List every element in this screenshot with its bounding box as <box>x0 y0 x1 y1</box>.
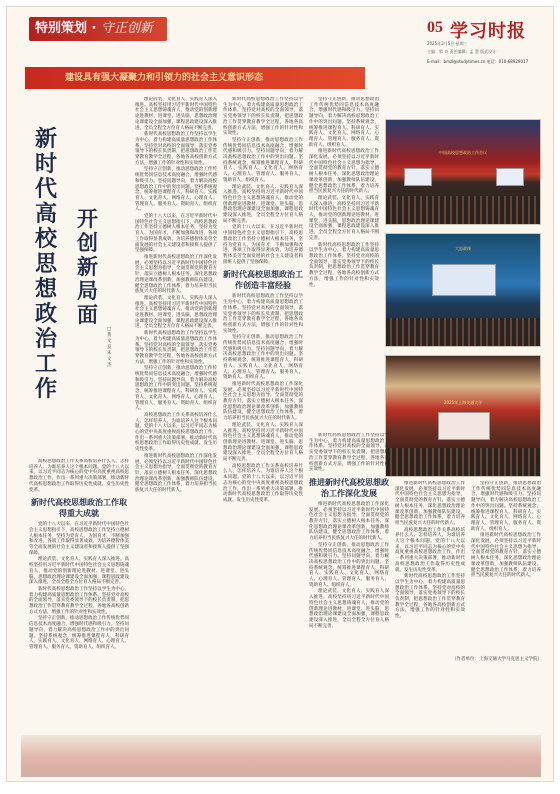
dateline: 2025年3月5日 星期三 <box>427 41 468 46</box>
page-number: 05 <box>427 19 443 36</box>
paragraph: 推进新时代高校思想政治工作深化发展，必须坚持以习近平新时代中国特色社会主义思想为指导，全面贯彻党的教育方针，落实立德树人根本任务，深化思想政治理论课改革创新，加强教师队伍建设，健全思想政治工作体系，着力培养担当民族复兴大任的时代新人。 <box>135 254 217 295</box>
main-screen <box>432 264 496 296</box>
paragraph: 新时代高校思想政治工作坚持以学生为中心，着力构建高质量思想政治工作体系。坚持党对高校的全面领导，落实党委领导下的校长负责制，把思想政治工作贯穿教育教学全过程，各地各高校创新方式方法，增强工作的针对性和实效性。 <box>135 331 217 365</box>
section-tag <box>29 17 167 41</box>
paragraph: 新时代高校思想政治工作坚持以学生为中心，着力构建高质量思想政治工作体系。坚持党对高校的全面领导，落实党委领导下的校长负责制，把思想政治工作贯穿教育教学全过程，各地各高校创新方式方法，增强工作的针对性和实效性。 <box>223 97 303 137</box>
author-affiliation: （作者单位：上海交通大学马克思主义学院） <box>452 657 542 662</box>
article-column-3 <box>223 97 303 777</box>
section-tag-main: 特别策划 <box>35 21 88 36</box>
article-column-4 <box>309 97 379 427</box>
section-tag-sep: · <box>87 21 102 36</box>
audience-seats <box>386 196 540 224</box>
paragraph: 新时代高校思想政治工作坚持以学生为中心，着力构建高质量思想政治工作体系。坚持党对高校的全面领导，落实党委领导下的校长负责制，把思想政治工作贯穿教育教学全过程，各地各高校创新方式方法，增强工作的针对性和实效性。 <box>29 586 129 615</box>
paragraph: 新时代高校思想政治工作坚持以学生为中心，着力构建高质量思想政治工作体系。坚持党对高校的全面领导，落实党委领导下的校长负责制，把思想政治工作贯穿教育教学全过程，各地各高校创新方式方法，增强工作的针对性和实效性。 <box>309 433 389 473</box>
paragraph: 坚持守正创新，推动思想政治工作传统优势同信息技术高度融合，增强时代感和吸引力。坚持问题导向，着力解决高校思想政治工作中的突出问题。坚持系统观念，统筹推进课程育人、科研育人、实践育人、文化育人、网络育人、心理育人、管理育人、服务育人、资助育人、组织育人。 <box>135 167 217 213</box>
article-column-7 <box>471 481 541 653</box>
photo-banner-2: 大思政课 <box>455 246 471 251</box>
conference-photo-3 <box>385 355 541 477</box>
article-column-2 <box>135 97 217 777</box>
paragraph: 推进新时代高校思想政治工作深化发展，必须坚持以习近平新时代中国特色社会主义思想为指导，全面贯彻党的教育方针，落实立德树人根本任务，深化思想政治理论课改革创新，加强教师队伍建设，健全思想政治工作体系，着力培养担当民族复兴大任的时代新人。 <box>395 481 465 526</box>
conference-photo-2 <box>385 233 541 347</box>
paragraph: 理论武装、文化育人、实践育人深入推进。高校坚持用习近平新时代中国特色社会主义思想铸魂育人，推动党的创新理论进教材、进课堂、进头脑，思想政治理论课建设全面加强，课程思政建设深入推进，全员全程全方位育人格局不断完善。 <box>223 184 303 224</box>
paragraph: 推进新时代高校思想政治工作深化发展，必须坚持以习近平新时代中国特色社会主义思想为指导，全面贯彻党的教育方针，落实立德树人根本任务，深化思想政治理论课改革创新，加强教师队伍建设，健全思想政治工作体系，着力培养担当民族复兴大任的时代新人。 <box>135 453 217 494</box>
byline: □ 黄文良 朱文杰 <box>107 327 112 368</box>
paragraph: 推进新时代高校思想政治工作深化发展，必须坚持以习近平新时代中国特色社会主义思想为指导，全面贯彻党的教育方针，落实立德树人根本任务，深化思想政治理论课改革创新，加强教师队伍建设，健全思想政治工作体系，着力培养担当民族复兴大任的时代新人。 <box>309 149 379 195</box>
paragraph: 理论武装、文化育人、实践育人深入推进。高校坚持用习近平新时代中国特色社会主义思想铸魂育人，推动党的创新理论进教材、进课堂、进头脑，思想政治理论课建设全面加强，课程思政建设深入推进，全员全程全方位育人格局不断完善。 <box>135 295 217 330</box>
paragraph: 理论武装、文化育人、实践育人深入推进。高校坚持用习近平新时代中国特色社会主义思想铸魂育人，推动党的创新理论进教材、进课堂、进头脑，思想政治理论课建设全面加强，课程思政建设深入推进，全员全程全方位育人格局不断完善。 <box>135 97 217 131</box>
topic-banner: 建设具有强大凝聚力和引领力的社会主义意识形态 <box>25 67 365 89</box>
paragraph: 党的十八大以来，在习近平新时代中国特色社会主义思想指引下，高校思想政治工作坚持立德树人根本任务，坚持为党育人、为国育才，不断加强和改进，各项工作取得显著成效，为培养德智体美劳全面发展的社会主义建设者和接班人提供了坚强保障。 <box>135 214 217 254</box>
masthead <box>7 7 553 64</box>
section-tag-sub: 守正创新 <box>101 21 154 36</box>
photo-banner-1: 中国高校思想政治工作会议 <box>439 150 487 155</box>
footer-building-watermark <box>21 735 541 777</box>
paragraph: 理论武装、文化育人、实践育人深入推进。高校坚持用习近平新时代中国特色社会主义思想铸魂育人，推动党的创新理论进教材、进课堂、进头脑，思想政治理论课建设全面加强，课程思政建设深入推进，全员全程全方位育人格局不断完善。 <box>223 422 303 463</box>
paragraph: 坚持守正创新，推动思想政治工作传统优势同信息技术高度融合，增强时代感和吸引力。坚持问题导向，着力解决高校思想政治工作中的突出问题。坚持系统观念，统筹推进课程育人、科研育人、实践育人、文化育人、网络育人、心理育人、管理育人、服务育人、资助育人、组织育人。 <box>309 542 389 588</box>
paragraph: 坚持守正创新，推动思想政治工作传统优势同信息技术高度融合，增强时代感和吸引力。坚持问题导向，着力解决高校思想政治工作中的突出问题。坚持系统观念，统筹推进课程育人、科研育人、实践育人、文化育人、网络育人、心理育人、管理育人、服务育人、资助育人、组织育人。 <box>29 616 129 650</box>
paragraph: 党的十八大以来，在习近平新时代中国特色社会主义思想指引下，高校思想政治工作坚持立德树人根本任务，坚持为党育人、为国育才，不断加强和改进，各项工作取得显著成效，为培养德智体美劳全面发展的社会主义建设者和接班人提供了坚强保障。 <box>29 522 129 556</box>
screen-right <box>496 168 524 186</box>
contact-info: E-mail：bmzl@studytimes.cn 电话：010-68929017 <box>427 59 529 64</box>
paragraph: 坚持守正创新，推动思想政治工作传统优势同信息技术高度融合，增强时代感和吸引力。坚持问题导向，着力解决高校思想政治工作中的突出问题。坚持系统观念，统筹推进课程育人、科研育人、实践育人、文化育人、网络育人、心理育人、管理育人、服务育人、资助育人、组织育人。 <box>309 97 379 148</box>
photo-banner-3: 2025年上海交通大学 <box>443 400 483 405</box>
paragraph: 新时代高校思想政治工作坚持以学生为中心，着力构建高质量思想政治工作体系。坚持党对高校的全面领导，落实党委领导下的校长负责制，把思想政治工作贯穿教育教学全过程，各地各高校创新方式方法，增强工作的针对性和实效性。 <box>395 574 465 620</box>
stage-screen <box>438 412 490 440</box>
section-heading-2: 新时代高校思想政治工作创造丰富经验 <box>223 270 303 291</box>
screen-left <box>404 168 432 186</box>
paragraph: 党的十八大以来，在习近平新时代中国特色社会主义思想指引下，高校思想政治工作坚持立德树人根本任务，坚持为党育人、为国育才，不断加强和改进，各项工作取得显著成效，为培养德智体美劳全面发展的社会主义建设者和接班人提供了坚强保障。 <box>223 225 303 265</box>
paragraph: 新时代高校思想政治工作坚持以学生为中心，着力构建高质量思想政治工作体系。坚持党对高校的全面领导，落实党委领导下的校长负责制，把思想政治工作贯穿教育教学全过程，各地各高校创新方式方法，增强工作的针对性和实效性。 <box>309 242 379 288</box>
paragraph: 理论武装、文化育人、实践育人深入推进。高校坚持用习近平新时代中国特色社会主义思想铸魂育人，推动党的创新理论进教材、进课堂、进头脑，思想政治理论课建设全面加强，课程思政建设深入推进，全员全程全方位育人格局不断完善。 <box>309 195 379 241</box>
section-heading-1: 新时代高校思想政治工作取得重大成就 <box>31 498 127 519</box>
paragraph: 高校思想政治工作关系高校培养什么人、怎样培养人、为谁培养人这个根本问题。党的十八大以来，以习近平同志为核心的党中央高度重视高校思想政治工作，作出一系列重大决策部署，推动新时代高校思想政治工作取得历史性成就、发生历史性变革。 <box>395 527 465 573</box>
conference-photo-1 <box>385 119 541 225</box>
section-heading-3: 推进新时代高校思想政治工作深化发展 <box>309 477 389 498</box>
paragraph: 理论武装、文化育人、实践育人深入推进。高校坚持用习近平新时代中国特色社会主义思想铸魂育人，推动党的创新理论进教材、进课堂、进头脑，思想政治理论课建设全面加强，课程思政建设深入推进，全员全程全方位育人格局不断完善。 <box>309 589 389 629</box>
paragraph: 坚持守正创新，推动思想政治工作传统优势同信息技术高度融合，增强时代感和吸引力。坚持问题导向，着力解决高校思想政治工作中的突出问题。坚持系统观念，统筹推进课程育人、科研育人、实践育人、文化育人、网络育人、心理育人、管理育人、服务育人、资助育人、组织育人。 <box>223 335 303 381</box>
article-column-1 <box>29 459 129 777</box>
audience-seats <box>386 448 540 476</box>
paragraph: 推进新时代高校思想政治工作深化发展，必须坚持以习近平新时代中国特色社会主义思想为指导，全面贯彻党的教育方针，落实立德树人根本任务，深化思想政治理论课改革创新，加强教师队伍建设，健全思想政治工作体系，着力培养担当民族复兴大任的时代新人。 <box>471 533 541 579</box>
headline-main: 新时代高校思想政治工作 <box>35 126 58 402</box>
headline-block <box>35 127 130 447</box>
editor-info: 主编：郭 奇 责任编辑：孟 慧 版式设计： <box>427 49 501 54</box>
headline-sub: 开创新局面 <box>77 206 98 327</box>
newspaper-page <box>6 6 554 782</box>
paragraph: 理论武装、文化育人、实践育人深入推进。高校坚持用习近平新时代中国特色社会主义思想铸魂育人，推动党的创新理论进教材、进课堂、进头脑，思想政治理论课建设全面加强，课程思政建设深入推进，全员全程全方位育人格局不断完善。 <box>29 557 129 586</box>
paragraph: 高校思想政治工作关系高校培养什么人、怎样培养人、为谁培养人这个根本问题。党的十八大以来，以习近平同志为核心的党中央高度重视高校思想政治工作，作出一系列重大决策部署，推动新时代高校思想政治工作取得历史性成就、发生历史性变革。 <box>29 459 129 493</box>
paragraph: 坚持守正创新，推动思想政治工作传统优势同信息技术高度融合，增强时代感和吸引力。坚持问题导向，着力解决高校思想政治工作中的突出问题。坚持系统观念，统筹推进课程育人、科研育人、实践育人、文化育人、网络育人、心理育人、管理育人、服务育人、资助育人、组织育人。 <box>223 137 303 183</box>
paragraph: 高校思想政治工作关系高校培养什么人、怎样培养人、为谁培养人这个根本问题。党的十八大以来，以习近平同志为核心的党中央高度重视高校思想政治工作，作出一系列重大决策部署，推动新时代高校思想政治工作取得历史性成就、发生历史性变革。 <box>135 412 217 453</box>
paragraph: 高校思想政治工作关系高校培养什么人、怎样培养人、为谁培养人这个根本问题。党的十八大以来，以习近平同志为核心的党中央高度重视高校思想政治工作，作出一系列重大决策部署，推动新时代高校思想政治工作取得历史性成就、发生历史性变革。 <box>223 463 303 503</box>
paragraph: 新时代高校思想政治工作坚持以学生为中心，着力构建高质量思想政治工作体系。坚持党对高校的全面领导，落实党委领导下的校长负责制，把思想政治工作贯穿教育教学全过程，各地各高校创新方式方法，增强工作的针对性和实效性。 <box>223 294 303 334</box>
newspaper-logo: 学习时报 <box>450 21 526 42</box>
article-column-6 <box>395 481 465 733</box>
paragraph: 坚持守正创新，推动思想政治工作传统优势同信息技术高度融合，增强时代感和吸引力。坚持问题导向，着力解决高校思想政治工作中的突出问题。坚持系统观念，统筹推进课程育人、科研育人、实践育人、文化育人、网络育人、心理育人、管理育人、服务育人、资助育人、组织育人。 <box>135 366 217 412</box>
paragraph: 推进新时代高校思想政治工作深化发展，必须坚持以习近平新时代中国特色社会主义思想为指导，全面贯彻党的教育方针，落实立德树人根本任务，深化思想政治理论课改革创新，加强教师队伍建设，健全思想政治工作体系，着力培养担当民族复兴大任的时代新人。 <box>309 501 389 542</box>
paragraph: 推进新时代高校思想政治工作深化发展，必须坚持以习近平新时代中国特色社会主义思想为指导，全面贯彻党的教育方针，落实立德树人根本任务，深化思想政治理论课改革创新，加强教师队伍建设，健全思想政治工作体系，着力培养担当民族复兴大任的时代新人。 <box>223 381 303 422</box>
paragraph: 新时代高校思想政治工作坚持以学生为中心，着力构建高质量思想政治工作体系。坚持党对高校的全面领导，落实党委领导下的校长负责制，把思想政治工作贯穿教育教学全过程，各地各高校创新方式方法，增强工作的针对性和实效性。 <box>135 132 217 166</box>
article-column-5 <box>309 433 389 733</box>
audience-seats <box>386 318 540 346</box>
paragraph: 坚持守正创新，推动思想政治工作传统优势同信息技术高度融合，增强时代感和吸引力。坚持问题导向，着力解决高校思想政治工作中的突出问题。坚持系统观念，统筹推进课程育人、科研育人、实践育人、文化育人、网络育人、心理育人、管理育人、服务育人、资助育人、组织育人。 <box>471 481 541 532</box>
